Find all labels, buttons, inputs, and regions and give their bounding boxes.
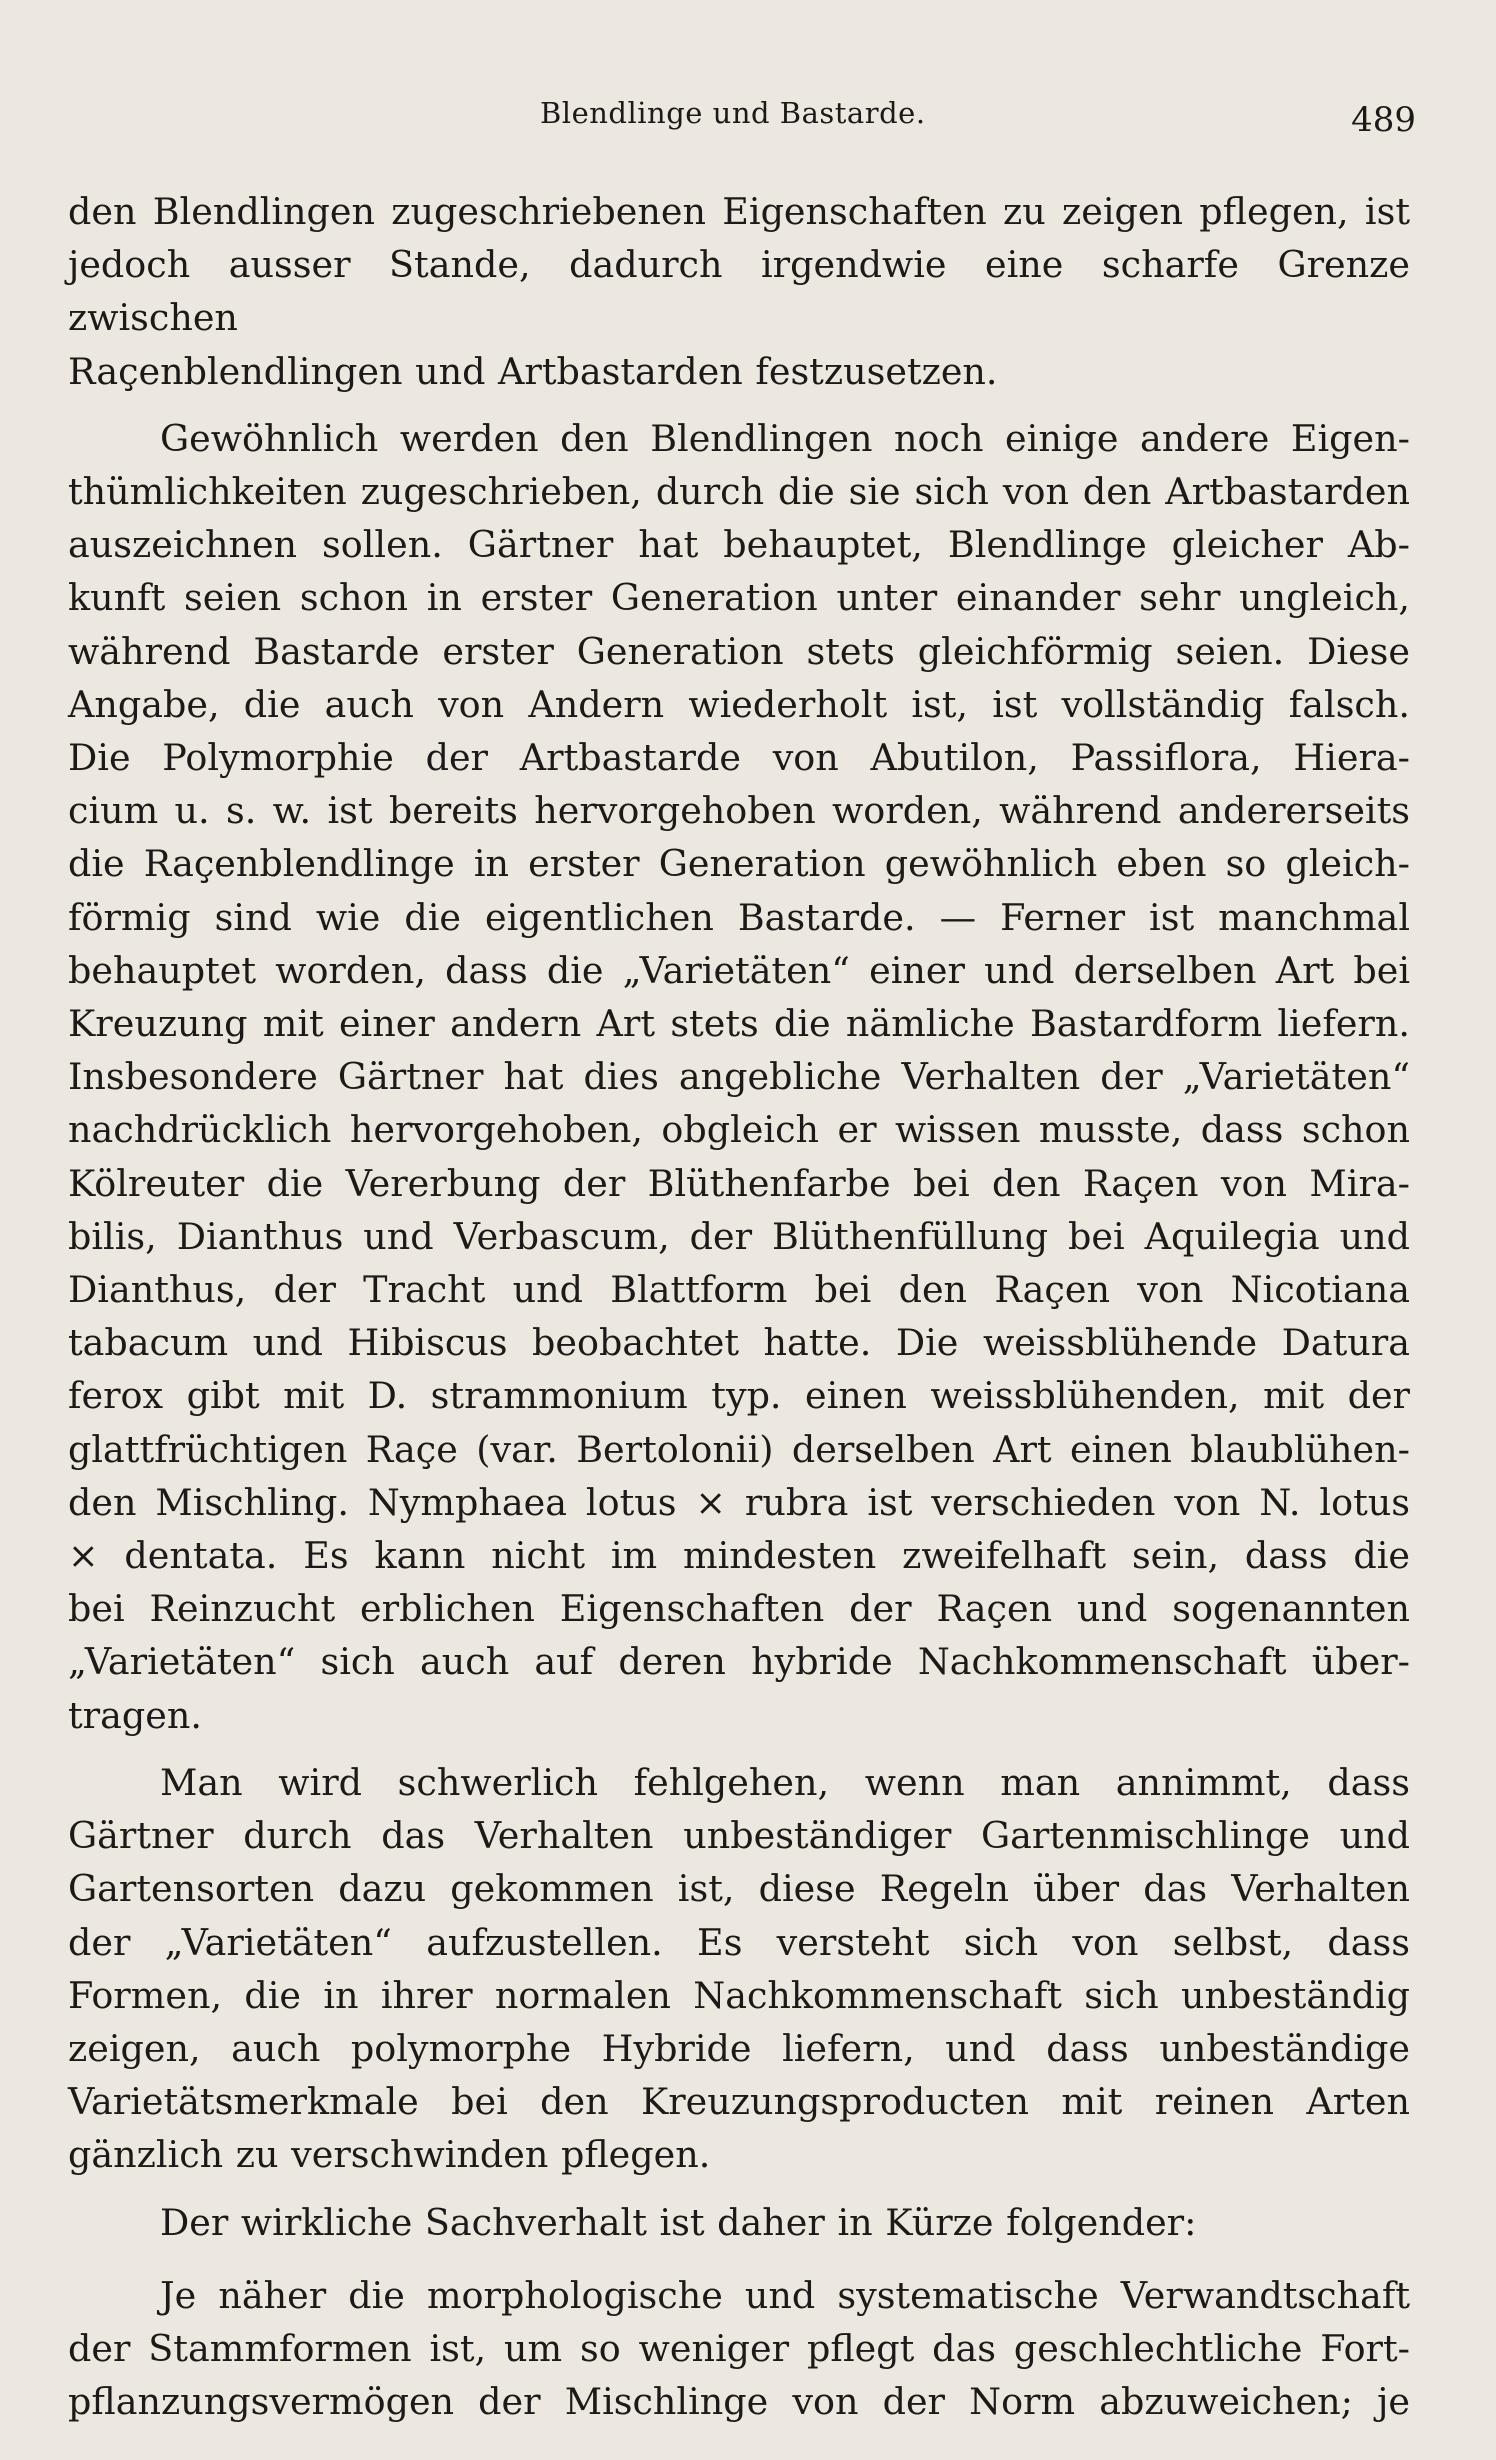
text-line: gänzlich zu verschwinden pflegen. [68,2133,711,2177]
text-line: Raçenblendlingen und Artbastarden festzusetzen. [68,349,998,393]
paragraph-5 [68,2269,1410,2429]
page-number: 489 [1351,100,1416,140]
text-line: Die Polymorphie der Artbastarde von Abutilon, Passiflora, Hiera- [68,736,1410,780]
text-line: „Varietäten“ sich auch auf deren hybride Nachkommenschaft über- [68,1640,1410,1684]
text-line: tabacum und Hibiscus beobachtet hatte. Die weissblühende Datura [68,1321,1410,1365]
text-line: pflanzungsvermögen der Mischlinge von der Norm abzuweichen; je [68,2380,1410,2424]
text-line: kunft seien schon in erster Generation unter einander sehr ungleich, [68,576,1410,620]
body-text [68,185,1410,2428]
paragraph-3 [68,1756,1410,2182]
text-line: während Bastarde erster Generation stets gleichförmig seien. Diese [68,629,1410,673]
text-line: bei Reinzucht erblichen Eigenschaften der Raçen und sogenannten [68,1587,1410,1631]
text-line: den Mischling. Nymphaea lotus × rubra ist verschieden von N. lotus [68,1480,1410,1524]
text-line: × dentata. Es kann nicht im mindesten zweifelhaft sein, dass die [68,1534,1410,1578]
text-line: Kreuzung mit einer andern Art stets die nämliche Bastardform liefern. [68,1002,1410,1046]
text-line: tragen. [68,1693,202,1737]
running-title: Blendlinge und Bastarde. [540,96,926,130]
text-line: cium u. s. w. ist bereits hervorgehoben worden, während andererseits [68,789,1410,833]
text-line: Varietätsmerkmale bei den Kreuzungsproducten mit reinen Arten [68,2080,1410,2124]
paragraph-1 [68,185,1410,398]
text-line: den Blendlingen zugeschriebenen Eigenschaften zu zeigen pflegen, ist [68,190,1410,233]
text-line: glattfrüchtigen Raçe (var. Bertolonii) derselben Art einen blaublühen- [68,1427,1410,1471]
text-line: Man wird schwerlich fehlgehen, wenn man annimmt, dass [160,1760,1410,1804]
text-line: die Raçenblendlinge in erster Generation gewöhnlich eben so gleich- [68,842,1410,886]
text-line: Formen, die in ihrer normalen Nachkommenschaft sich unbeständig [68,1973,1410,2017]
text-line: Gartensorten dazu gekommen ist, diese Regeln über das Verhalten [68,1867,1410,1911]
text-line: förmig sind wie die eigentlichen Bastarde. — Ferner ist manchmal [68,895,1410,939]
text-line: Kölreuter die Vererbung der Blüthenfarbe bei den Raçen von Mira- [68,1161,1410,1205]
text-line: jedoch ausser Stande, dadurch irgendwie eine scharfe Grenze zwischen [68,243,1410,340]
text-line: ferox gibt mit D. strammonium typ. einen weissblühenden, mit der [68,1374,1410,1418]
text-line: thümlichkeiten zugeschrieben, durch die sie sich von den Artbastarden [68,470,1410,514]
text-line: nachdrücklich hervorgehoben, obgleich er wissen musste, dass schon [68,1108,1410,1152]
text-line: Gewöhnlich werden den Blendlingen noch einige andere Eigen- [160,416,1410,460]
text-line: Dianthus, der Tracht und Blattform bei den Raçen von Nicotiana [68,1268,1410,1312]
text-line: der „Varietäten“ aufzustellen. Es versteht sich von selbst, dass [68,1920,1410,1964]
text-line: Der wirkliche Sachverhalt ist daher in Kürze folgender: [160,2200,1197,2244]
text-line: behauptet worden, dass die „Varietäten“ einer und derselben Art bei [68,948,1410,992]
text-line: der Stammformen ist, um so weniger pflegt das geschlechtliche Fort- [68,2326,1410,2370]
text-line: zeigen, auch polymorphe Hybride liefern, und dass unbeständige [68,2026,1410,2070]
text-line: Insbesondere Gärtner hat dies angebliche Verhalten der „Varietäten“ [68,1055,1410,1099]
paragraph-4 [68,2196,1410,2249]
text-line: Angabe, die auch von Andern wiederholt ist, ist vollständig falsch. [68,682,1410,726]
text-line: Gärtner durch das Verhalten unbeständiger Gartenmischlinge und [68,1814,1410,1858]
text-line: Je näher die morphologische und systematische Verwandtschaft [160,2273,1410,2317]
paragraph-2 [68,412,1410,1742]
text-line: bilis, Dianthus und Verbascum, der Blüthenfüllung bei Aquilegia und [68,1214,1410,1258]
text-line: auszeichnen sollen. Gärtner hat behauptet, Blendlinge gleicher Ab- [68,523,1410,567]
